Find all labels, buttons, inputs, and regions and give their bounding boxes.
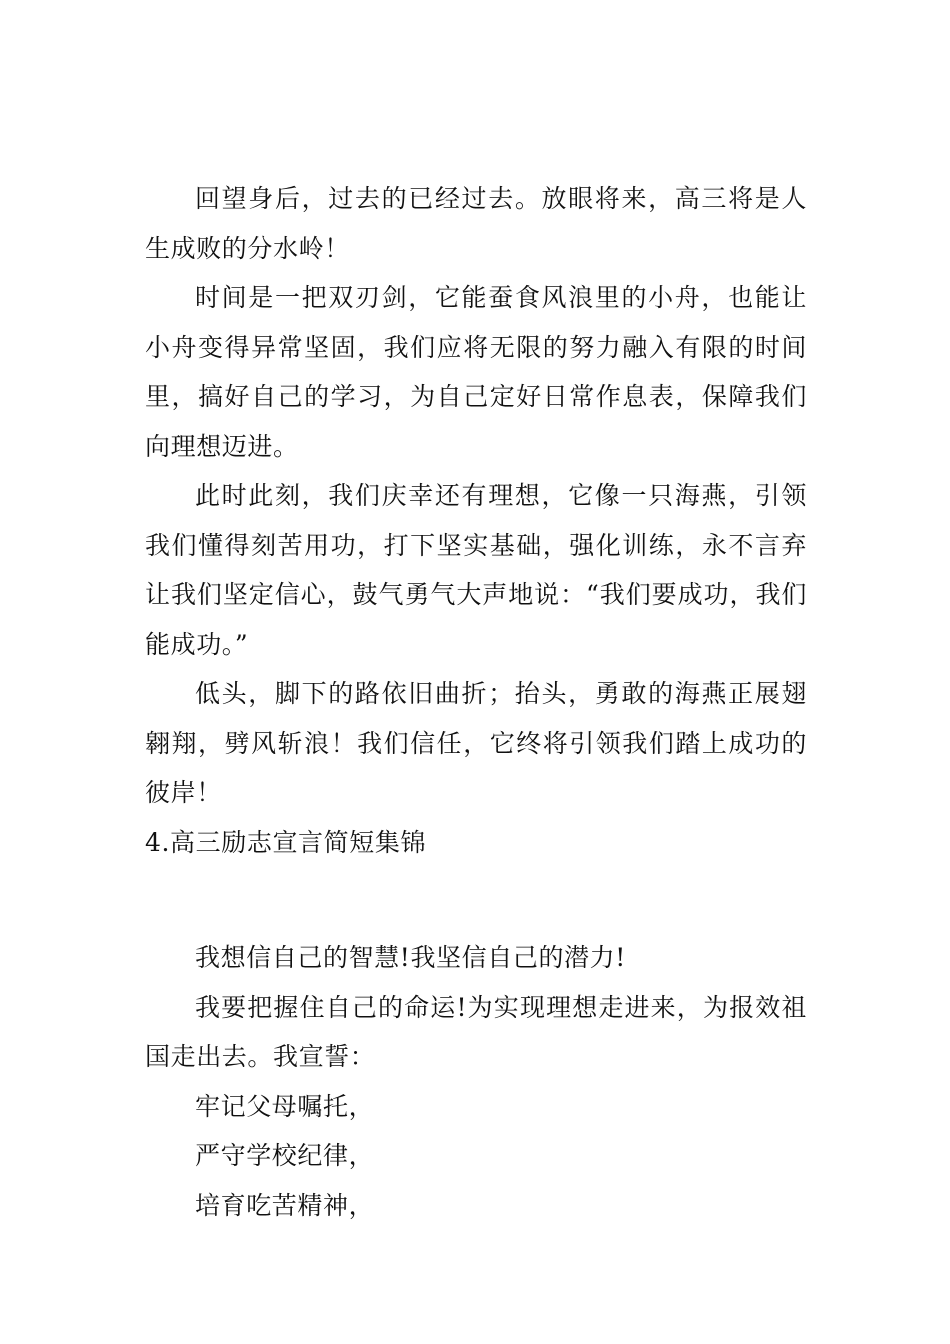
oath-intro-destiny: 我要把握住自己的命运!为实现理想走进来，为报效祖国走出去。我宣誓： [145, 992, 807, 1071]
oath-line-hardship: 培育吃苦精神， [195, 1190, 375, 1220]
oath-line-parents: 牢记父母嘱托， [195, 1091, 375, 1121]
section-heading: 4.高三励志宣言简短集锦 [145, 827, 427, 857]
paragraph-ideal-petrel: 此时此刻，我们庆幸还有理想，它像一只海燕，引领我们懂得刻苦用功，打下坚实基础，强化训练，永不言弃让我们坚定信心，鼓气勇气大声地说：“我们要成功，我们能成功。” [145, 481, 807, 659]
paragraph-look-back: 回望身后，过去的已经过去。放眼将来，高三将是人生成败的分水岭！ [145, 184, 807, 263]
document-body [145, 174, 807, 1230]
oath-line-discipline: 严守学校纪律， [195, 1141, 375, 1170]
section-spacer [145, 867, 807, 933]
paragraph-head-down-up: 低头，脚下的路依旧曲折；抬头，勇敢的海燕正展翅翱翔，劈风斩浪！我们信任，它终将引领我们踏上成功的彼岸！ [145, 679, 807, 807]
oath-intro-believe: 我想信自己的智慧!我坚信自己的潜力! [195, 943, 626, 972]
paragraph-time-sword: 时间是一把双刃剑，它能蚕食风浪里的小舟，也能让小舟变得异常坚固，我们应将无限的努力融入有限的时间里，搞好自己的学习，为自己定好日常作息表，保障我们向理想迈进。 [145, 283, 807, 461]
